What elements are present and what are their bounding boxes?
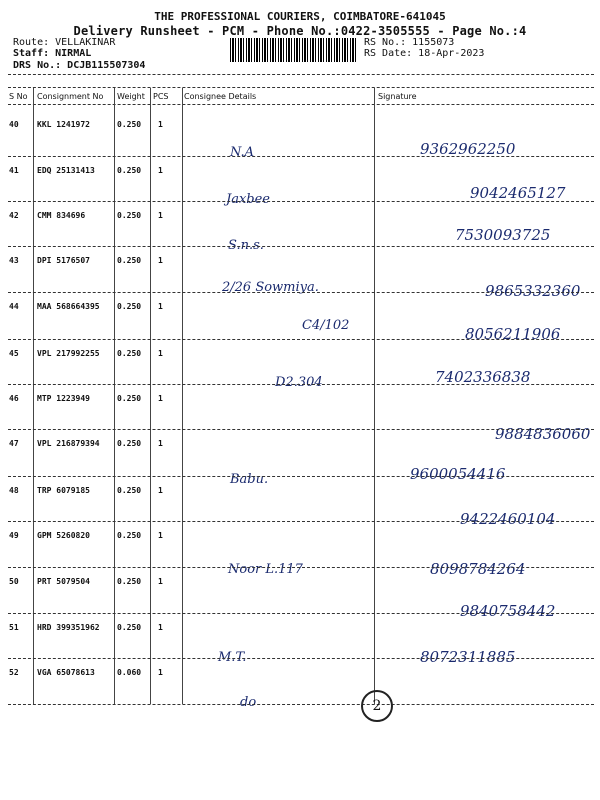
divider xyxy=(8,704,594,705)
row-sno: 42 xyxy=(9,211,19,220)
route-label: Route: VELLAKINAR xyxy=(13,37,116,48)
row-divider xyxy=(8,246,594,247)
runsheet-subtitle: Delivery Runsheet - PCM - Phone No.:0422-3505555 - Page No.:4 xyxy=(73,24,527,38)
row-weight: 0.250 xyxy=(117,256,142,265)
grid-line xyxy=(150,88,151,704)
row-consignment: EDQ 25131413 xyxy=(37,166,95,175)
col-weight: Weight xyxy=(117,92,145,101)
row-sno: 43 xyxy=(9,256,19,265)
row-consignment: HRD 399351962 xyxy=(37,623,100,632)
row-sno: 44 xyxy=(9,302,19,311)
row-consignee: Noor L.117 xyxy=(228,562,303,577)
row-pcs: 1 xyxy=(158,577,163,586)
divider xyxy=(8,74,594,75)
row-pcs: 1 xyxy=(158,668,163,677)
grid-line xyxy=(33,88,34,704)
row-sno: 50 xyxy=(9,577,19,586)
page-stamp: 2 xyxy=(361,690,393,722)
row-consignment: VPL 217992255 xyxy=(37,349,100,358)
row-consignment: VPL 216879394 xyxy=(37,439,100,448)
col-consignment: Consignment No xyxy=(37,92,104,101)
row-sno: 51 xyxy=(9,623,19,632)
divider xyxy=(8,87,594,88)
row-signature: 8056211906 xyxy=(465,325,561,343)
row-weight: 0.250 xyxy=(117,531,142,540)
row-divider xyxy=(8,339,594,340)
company-title: THE PROFESSIONAL COURIERS, COIMBATORE-641045 xyxy=(154,10,446,23)
row-divider xyxy=(8,201,594,202)
row-consignee: D2.304 xyxy=(275,375,323,390)
row-signature: 7402336838 xyxy=(435,368,531,386)
grid-line xyxy=(114,88,115,704)
grid-line xyxy=(182,88,183,704)
row-pcs: 1 xyxy=(158,211,163,220)
row-consignee: S.n.s. xyxy=(228,238,264,253)
row-signature: 8072311885 xyxy=(420,648,516,666)
row-weight: 0.060 xyxy=(117,668,142,677)
row-consignee: N.A xyxy=(230,145,255,160)
row-pcs: 1 xyxy=(158,120,163,129)
grid-line xyxy=(374,88,375,704)
row-divider xyxy=(8,567,594,568)
row-divider xyxy=(8,521,594,522)
row-weight: 0.250 xyxy=(117,349,142,358)
row-signature: 9042465127 xyxy=(470,184,566,202)
row-weight: 0.250 xyxy=(117,120,142,129)
row-pcs: 1 xyxy=(158,486,163,495)
row-consignment: MTP 1223949 xyxy=(37,394,90,403)
row-consignment: PRT 5079504 xyxy=(37,577,90,586)
row-weight: 0.250 xyxy=(117,211,142,220)
row-divider xyxy=(8,384,594,385)
row-consignment: CMM 834696 xyxy=(37,211,86,220)
row-pcs: 1 xyxy=(158,439,163,448)
row-pcs: 1 xyxy=(158,256,163,265)
row-consignee: 2/26 Sowmiya. xyxy=(222,280,319,295)
row-weight: 0.250 xyxy=(117,302,142,311)
staff-label: Staff: NIRMAL xyxy=(13,48,92,59)
row-signature: 9884836060 xyxy=(495,425,591,443)
row-sno: 52 xyxy=(9,668,19,677)
row-weight: 0.250 xyxy=(117,486,142,495)
row-pcs: 1 xyxy=(158,302,163,311)
row-consignment: TRP 6079185 xyxy=(37,486,90,495)
row-weight: 0.250 xyxy=(117,623,142,632)
row-divider xyxy=(8,613,594,614)
row-consignee: do xyxy=(240,695,257,710)
row-consignment: GPM 5260820 xyxy=(37,531,90,540)
row-signature: 9840758442 xyxy=(460,602,556,620)
row-pcs: 1 xyxy=(158,394,163,403)
row-consignee: M.T. xyxy=(218,650,247,665)
row-sno: 46 xyxy=(9,394,19,403)
row-signature: 9600054416 xyxy=(410,465,506,483)
row-signature: 9422460104 xyxy=(460,510,556,528)
row-sno: 47 xyxy=(9,439,19,448)
row-pcs: 1 xyxy=(158,623,163,632)
row-consignee: Jaxbee xyxy=(226,192,271,207)
col-sno: S No xyxy=(9,92,28,101)
row-consignment: MAA 568664395 xyxy=(37,302,100,311)
barcode xyxy=(230,38,358,62)
row-weight: 0.250 xyxy=(117,394,142,403)
row-divider xyxy=(8,658,594,659)
row-pcs: 1 xyxy=(158,349,163,358)
row-divider xyxy=(8,429,594,430)
col-consignee: Consignee Details xyxy=(184,92,257,101)
row-consignment: DPI 5176507 xyxy=(37,256,90,265)
row-divider xyxy=(8,292,594,293)
rs-number: RS No.: 1155073 xyxy=(364,37,455,48)
rs-date: RS Date: 18-Apr-2023 xyxy=(364,48,485,59)
row-divider xyxy=(8,476,594,477)
row-signature: 8098784264 xyxy=(430,560,526,578)
row-signature: 7530093725 xyxy=(455,226,551,244)
row-consignment: KKL 1241972 xyxy=(37,120,90,129)
row-weight: 0.250 xyxy=(117,439,142,448)
row-sno: 40 xyxy=(9,120,19,129)
divider xyxy=(8,104,594,105)
drs-number: DRS No.: DCJB115507304 xyxy=(13,60,146,71)
row-sno: 41 xyxy=(9,166,19,175)
row-sno: 48 xyxy=(9,486,19,495)
row-sno: 45 xyxy=(9,349,19,358)
row-pcs: 1 xyxy=(158,166,163,175)
row-consignment: VGA 65078613 xyxy=(37,668,95,677)
row-divider xyxy=(8,156,594,157)
row-weight: 0.250 xyxy=(117,577,142,586)
row-consignee: C4/102 xyxy=(302,318,350,333)
row-consignee: Babu. xyxy=(230,472,269,487)
row-sno: 49 xyxy=(9,531,19,540)
col-pcs: PCS xyxy=(153,92,169,101)
row-signature: 9865332360 xyxy=(485,282,581,300)
col-signature: Signature xyxy=(378,92,417,101)
row-pcs: 1 xyxy=(158,531,163,540)
row-weight: 0.250 xyxy=(117,166,142,175)
row-signature: 9362962250 xyxy=(420,140,516,158)
